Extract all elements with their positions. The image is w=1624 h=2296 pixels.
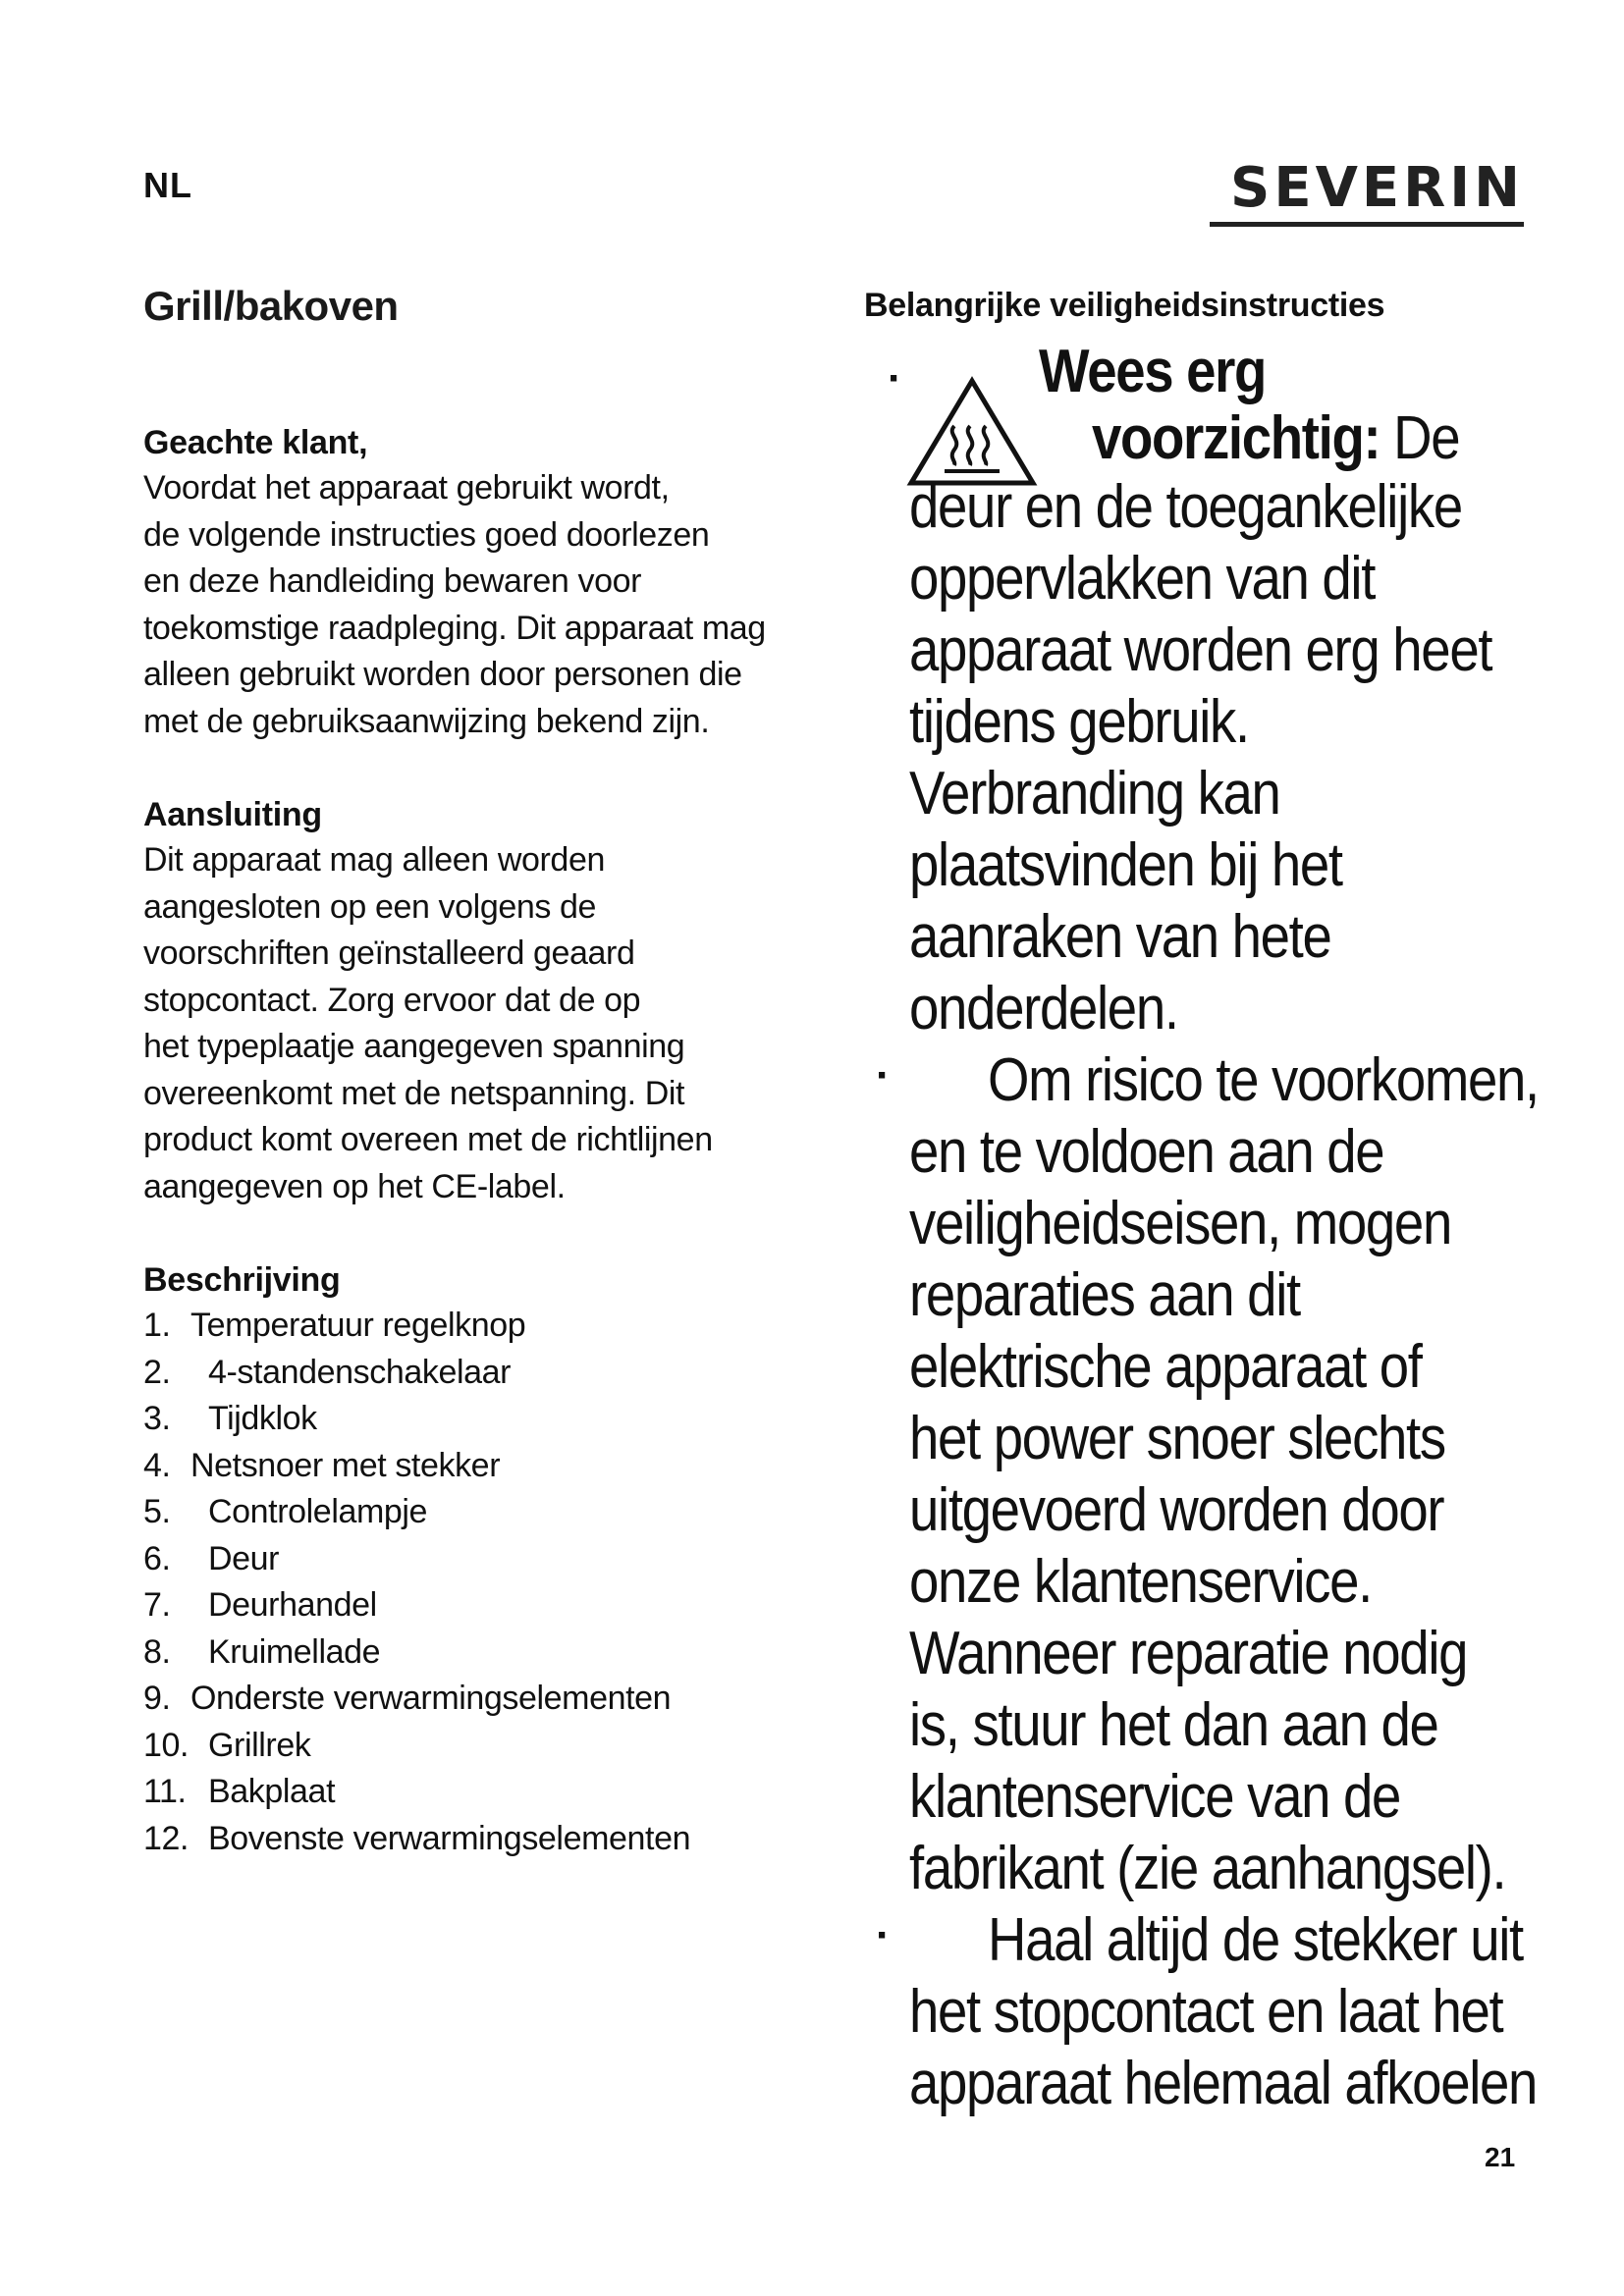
item-label: 4-standenschakelaar bbox=[208, 1353, 512, 1391]
item-number: 2. bbox=[143, 1353, 171, 1391]
bullet: · bbox=[888, 354, 902, 402]
warning-title: Wees erg bbox=[1039, 338, 1267, 405]
text-line: Verbranding kan bbox=[909, 760, 1280, 828]
brand-underline bbox=[1210, 222, 1524, 227]
description-heading: Beschrijving bbox=[143, 1261, 341, 1299]
text-line: en te voldoen aan de bbox=[909, 1118, 1384, 1186]
left-column bbox=[143, 277, 811, 1862]
item-label: Deur bbox=[208, 1539, 280, 1577]
text-line: Wanneer reparatie nodig bbox=[909, 1620, 1468, 1687]
list-item bbox=[143, 1723, 811, 1770]
brand-name: SEVERIN bbox=[1229, 156, 1524, 220]
warning-text bbox=[909, 471, 1542, 1044]
text-line: het typeplaatje aangegeven spanning bbox=[143, 1028, 685, 1065]
text-line: veiligheidseisen, mogen bbox=[909, 1190, 1451, 1257]
text-line: plaatsvinden bij het bbox=[909, 831, 1342, 899]
repair-instruction bbox=[864, 1044, 1542, 1904]
item-label: Tijdklok bbox=[208, 1400, 317, 1437]
brand-logo bbox=[1210, 157, 1524, 227]
text-line: klantenservice van de bbox=[909, 1763, 1401, 1831]
connection-section bbox=[143, 792, 811, 1210]
text-line: oppervlakken van dit bbox=[909, 545, 1376, 613]
list-item bbox=[143, 1443, 811, 1490]
item-label: Controlelampje bbox=[208, 1493, 428, 1530]
list-item bbox=[143, 1769, 811, 1816]
text-line: Om risico te voorkomen, bbox=[988, 1046, 1539, 1114]
item-label: Grillrek bbox=[208, 1726, 311, 1764]
unplug-instruction bbox=[864, 1904, 1542, 2119]
list-item bbox=[143, 1303, 811, 1350]
text-line: stopcontact. Zorg ervoor dat de op bbox=[143, 981, 641, 1019]
item-number: 12. bbox=[143, 1819, 189, 1857]
text-line: Haal altijd de stekker uit bbox=[988, 1906, 1523, 1974]
item-number: 11. bbox=[143, 1773, 187, 1810]
text-line: onderdelen. bbox=[909, 975, 1178, 1042]
text-line: deur en de toegankelijke bbox=[909, 473, 1462, 541]
language-code: NL bbox=[143, 165, 192, 205]
item-label: Bakplaat bbox=[208, 1773, 336, 1810]
item-number: 8. bbox=[143, 1632, 171, 1671]
greeting-text bbox=[143, 465, 811, 745]
list-item bbox=[143, 1629, 811, 1677]
item-number: 6. bbox=[143, 1539, 171, 1577]
text-line: onze klantenservice. bbox=[909, 1548, 1372, 1616]
list-item bbox=[143, 1676, 811, 1723]
item-label: Deurhandel bbox=[208, 1586, 377, 1624]
greeting-heading: Geachte klant, bbox=[143, 424, 368, 461]
text-line: aangesloten op een volgens de bbox=[143, 887, 597, 926]
text-line: met de gebruiksaanwijzing bekend zijn. bbox=[143, 702, 710, 740]
item-label: Netsnoer met stekker bbox=[190, 1446, 501, 1484]
item-label: Onderste verwarmingselementen bbox=[190, 1680, 672, 1717]
bullet: · bbox=[876, 1911, 891, 1959]
warning-caution-bold: voorzichtig: bbox=[1092, 404, 1380, 472]
item-label: Bovenste verwarmingselementen bbox=[208, 1819, 691, 1857]
list-item bbox=[143, 1350, 811, 1397]
safety-heading: Belangrijke veiligheidsinstructies bbox=[864, 287, 1385, 324]
list-item bbox=[143, 1536, 811, 1583]
text-line: de volgende instructies goed doorlezen bbox=[143, 515, 710, 554]
text-line: uitgevoerd worden door bbox=[909, 1476, 1444, 1544]
greeting-section bbox=[143, 420, 811, 745]
text-line: apparaat helemaal afkoelen bbox=[909, 2050, 1538, 2117]
list-item bbox=[143, 1816, 811, 1863]
item-number: 10. bbox=[143, 1726, 189, 1764]
warning-caution bbox=[1092, 402, 1459, 474]
warning-caution-rest: De bbox=[1380, 404, 1460, 472]
connection-heading: Aansluiting bbox=[143, 796, 322, 833]
bullet: · bbox=[876, 1051, 891, 1099]
text-line: voorschriften geïnstalleerd geaard bbox=[143, 934, 635, 972]
item-number: 7. bbox=[143, 1586, 171, 1624]
text-line: reparaties aan dit bbox=[909, 1261, 1300, 1329]
text-line: aangegeven op het CE-label. bbox=[143, 1167, 566, 1205]
text-line: Dit apparaat mag alleen worden bbox=[143, 841, 605, 879]
list-item bbox=[143, 1582, 811, 1629]
item-number: 5. bbox=[143, 1493, 171, 1530]
page-number: 21 bbox=[1485, 2142, 1516, 2172]
item-number: 9. bbox=[143, 1680, 171, 1717]
list-item bbox=[143, 1489, 811, 1536]
list-item bbox=[143, 1396, 811, 1443]
right-column bbox=[864, 283, 1542, 2119]
text-line: Voordat het apparaat gebruikt wordt, bbox=[143, 469, 670, 507]
text-line: fabrikant (zie aanhangsel). bbox=[909, 1835, 1506, 1902]
text-line: elektrische apparaat of bbox=[909, 1333, 1422, 1401]
text-line: is, stuur het dan aan de bbox=[909, 1691, 1438, 1759]
hot-surface-warning bbox=[864, 336, 1542, 473]
item-number: 1. bbox=[143, 1307, 171, 1344]
text-line: overeenkomt met de netspanning. Dit bbox=[143, 1074, 685, 1112]
item-number: 3. bbox=[143, 1400, 171, 1437]
item-label: Temperatuur regelknop bbox=[190, 1307, 526, 1344]
item-label: Kruimellade bbox=[208, 1632, 381, 1671]
text-line: product komt overeen met de richtlijnen bbox=[143, 1121, 713, 1158]
text-line: het power snoer slechts bbox=[909, 1405, 1445, 1472]
text-line: tijdens gebruik. bbox=[909, 688, 1249, 756]
text-line: apparaat worden erg heet bbox=[909, 616, 1492, 684]
text-line: alleen gebruikt worden door personen die bbox=[143, 656, 742, 693]
description-section bbox=[143, 1257, 811, 1862]
text-line: het stopcontact en laat het bbox=[909, 1978, 1503, 2046]
parts-list bbox=[143, 1303, 811, 1862]
item-number: 4. bbox=[143, 1446, 171, 1484]
text-line: en deze handleiding bewaren voor bbox=[143, 562, 642, 600]
text-line: toekomstige raadpleging. Dit apparaat mag bbox=[143, 609, 766, 647]
connection-text bbox=[143, 837, 811, 1210]
page-title: Grill/bakoven bbox=[143, 283, 399, 329]
text-line: aanraken van hete bbox=[909, 903, 1331, 971]
